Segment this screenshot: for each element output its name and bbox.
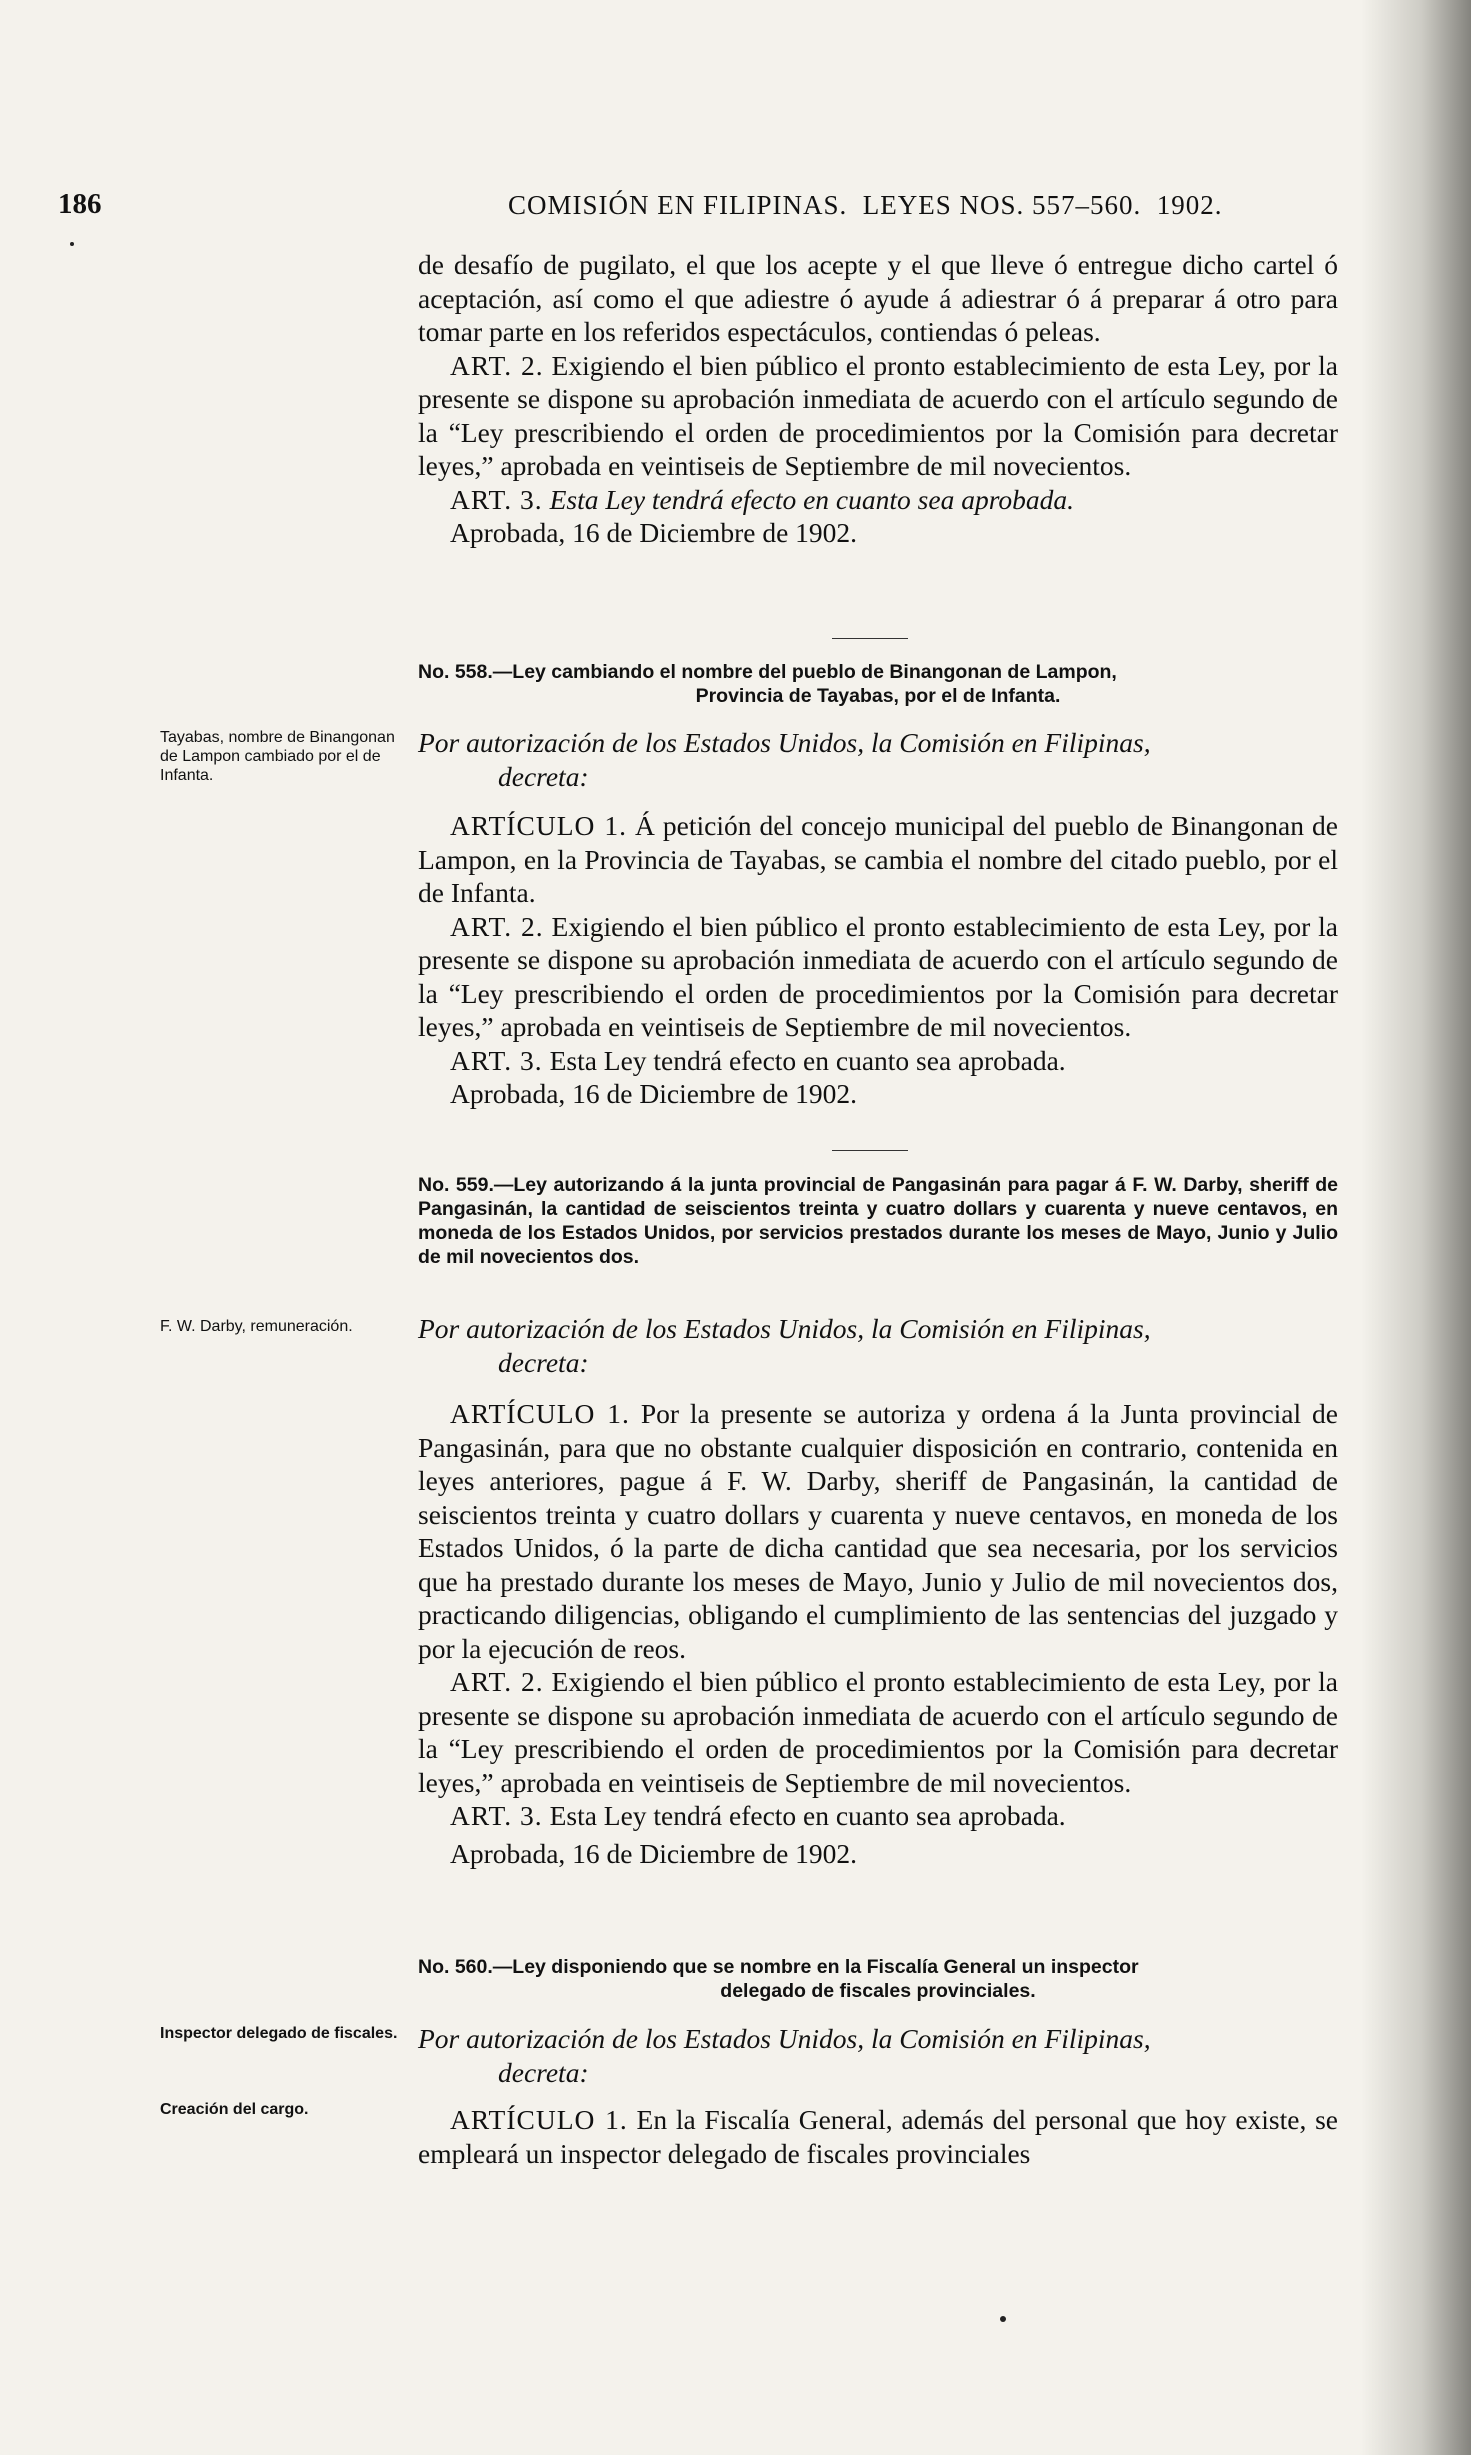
law-558-title-line1: No. 558.—Ley cambiando el nombre del pueblo de Binangonan de Lampon, bbox=[418, 661, 1117, 683]
law-558-body bbox=[418, 726, 1338, 1111]
running-head-year: 1902. bbox=[1156, 190, 1223, 220]
article-text: Á petición del concejo municipal del pueblo de Binangonan de Lampon, en la Provincia de Tayabas, se cambia el nombre del citado pueblo, por el de Infanta. bbox=[418, 810, 1338, 908]
law-559-approved: Aprobada, 16 de Diciembre de 1902. bbox=[450, 1837, 858, 1869]
margin-note-law-560-creation: Creación del cargo. bbox=[160, 2101, 309, 2118]
law-559-preamble bbox=[418, 1312, 1338, 1379]
law-558-title-line2: Provincia de Tayabas, por el de Infanta. bbox=[695, 685, 1061, 707]
article-label: ART. 2. bbox=[450, 1666, 544, 1697]
article-text: En la Fiscalía General, además del personal que hoy existe, se empleará un inspector delegado de fiscales provinciales bbox=[418, 2104, 1338, 2169]
law-559-article-3 bbox=[418, 1799, 1338, 1833]
law-560-title bbox=[418, 1955, 1338, 2003]
article-text: Por la presente se autoriza y ordena á la Junta provincial de Pangasinán, para que no obstante cualquier disposición en contrario, contenida en leyes anteriores, pague á F. W. Darby, sheriff de Pangasinán, la cantidad de seiscientos treinta y cuatro dollars y cuarenta y nueve centavos, en moneda de los Estados Unidos, ó la parte de dicha cantidad que sea necesaria, por los servicios que ha prestado durante los meses de Mayo, Junio y Julio de mil novecientos dos, practicando diligencias, obligando el cumplimiento de las sentencias del juzgado y por la ejecución de reos. bbox=[418, 1398, 1338, 1664]
article-text: Esta Ley tendrá efecto en cuanto sea aprobada. bbox=[549, 1800, 1066, 1831]
law-560-article-1 bbox=[418, 2103, 1338, 2170]
article-label: ART. 2. bbox=[450, 910, 544, 942]
article-label: ARTÍCULO 1. bbox=[450, 810, 628, 841]
margin-note-law-558: Tayabas, nombre de Binangonan de Lampon cambiado por el de Infanta. bbox=[160, 729, 395, 784]
article-text: Exigiendo el bien público el pronto establecimiento de esta Ley, por la presente se dispone su aprobación inmediata de acuerdo con el artículo segundo de la “Ley prescribiendo el orden de procedimientos por la Comisión para decretar leyes,” aprobada en veintiseis de Septiembre de mil novecientos. bbox=[418, 910, 1339, 1042]
article-text: Exigiendo el bien público el pronto establecimiento de esta Ley, por la presente se dispone su aprobación inmediata de acuerdo con el artículo segundo de la “Ley prescribiendo el orden de procedimientos por la Comisión para decretar leyes,” aprobada en veintiseis de Septiembre de mil novecientos. bbox=[418, 1666, 1339, 1798]
preamble-line-1: Por autorización de los Estados Unidos, la Comisión en Filipinas, bbox=[418, 1313, 1151, 1344]
article-label: ARTÍCULO 1. bbox=[450, 2104, 628, 2135]
page-number: 186 bbox=[58, 188, 102, 220]
running-head-laws: LEYES NOS. 557–560. bbox=[862, 190, 1142, 220]
article-text: Esta Ley tendrá efecto en cuanto sea aprobada. bbox=[549, 483, 1074, 515]
preamble-line-1: Por autorización de los Estados Unidos, la Comisión en Filipinas, bbox=[418, 727, 1151, 758]
law-558-preamble bbox=[418, 726, 1338, 793]
article-text: Exigiendo el bien público el pronto establecimiento de esta Ley, por la presente se dispone su aprobación inmediata de acuerdo con el artículo segundo de la “Ley prescribiendo el orden de procedimientos por la Comisión para decretar leyes,” aprobada en veintiseis de Septiembre de mil novecientos. bbox=[418, 349, 1339, 481]
preamble-line-2: decreta: bbox=[498, 2056, 589, 2088]
article-label: ART. 2. bbox=[450, 349, 544, 381]
law-558-title bbox=[418, 660, 1338, 708]
margin-note-law-559: F. W. Darby, remuneración. bbox=[160, 1318, 353, 1335]
running-head bbox=[508, 190, 1223, 221]
law-559-article-2 bbox=[418, 1665, 1338, 1799]
preamble-line-1: Por autorización de los Estados Unidos, la Comisión en Filipinas, bbox=[418, 2023, 1151, 2054]
law-560-body bbox=[418, 2022, 1338, 2170]
article-label: ART. 3. bbox=[450, 483, 543, 515]
law-557-tail bbox=[418, 248, 1338, 550]
margin-note-law-560: Inspector delegado de fiscales. bbox=[160, 2025, 398, 2042]
law-557-article-2 bbox=[418, 349, 1338, 483]
page-edge-shadow bbox=[1361, 0, 1471, 2455]
law-557-approved: Aprobada, 16 de Diciembre de 1902. bbox=[450, 517, 858, 548]
law-557-paragraph: de desafío de pugilato, el que los acepte y el que lleve ó entregue dicho cartel ó aceptación, así como el que adiestre ó ayude á adiestrar ó á preparar á otro para tomar parte en los referidos espectáculos, contiendas ó peleas. bbox=[418, 249, 1338, 347]
article-text: Esta Ley tendrá efecto en cuanto sea aprobada. bbox=[549, 1044, 1066, 1076]
preamble-line-2: decreta: bbox=[498, 1346, 589, 1378]
law-557-article-3 bbox=[418, 483, 1338, 517]
law-558-article-3 bbox=[418, 1044, 1338, 1078]
law-558-article-1 bbox=[418, 809, 1338, 910]
law-558-approved: Aprobada, 16 de Diciembre de 1902. bbox=[450, 1078, 858, 1109]
law-560-title-line2: delegado de fiscales provinciales. bbox=[720, 1980, 1036, 2002]
article-label: ART. 3. bbox=[450, 1800, 543, 1831]
law-559-article-1 bbox=[418, 1397, 1338, 1665]
article-label: ART. 3. bbox=[450, 1044, 543, 1076]
preamble-line-2: decreta: bbox=[498, 760, 589, 792]
running-head-prefix: COMISIÓN EN FILIPINAS. bbox=[508, 190, 848, 220]
law-560-preamble bbox=[418, 2022, 1338, 2089]
law-558-article-2 bbox=[418, 910, 1338, 1044]
law-560-title-line1: No. 560.—Ley disponiendo que se nombre en la Fiscalía General un inspector bbox=[418, 1956, 1139, 1978]
law-559-body bbox=[418, 1312, 1338, 1870]
section-divider bbox=[832, 638, 908, 639]
law-559-title: No. 559.—Ley autorizando á la junta provincial de Pangasinán para pagar á F. W. Darby, sheriff de Pangasinán, la cantidad de seiscientos treinta y cuatro dollars y cuarenta y nueve centavos, en moneda de los Estados Unidos, por servicios prestados durante los meses de Mayo, Junio y Julio de mil novecientos dos. bbox=[418, 1174, 1338, 1268]
section-divider bbox=[832, 1150, 908, 1151]
article-label: ARTÍCULO 1. bbox=[450, 1398, 630, 1429]
speck bbox=[1000, 2316, 1006, 2322]
speck bbox=[70, 242, 74, 246]
